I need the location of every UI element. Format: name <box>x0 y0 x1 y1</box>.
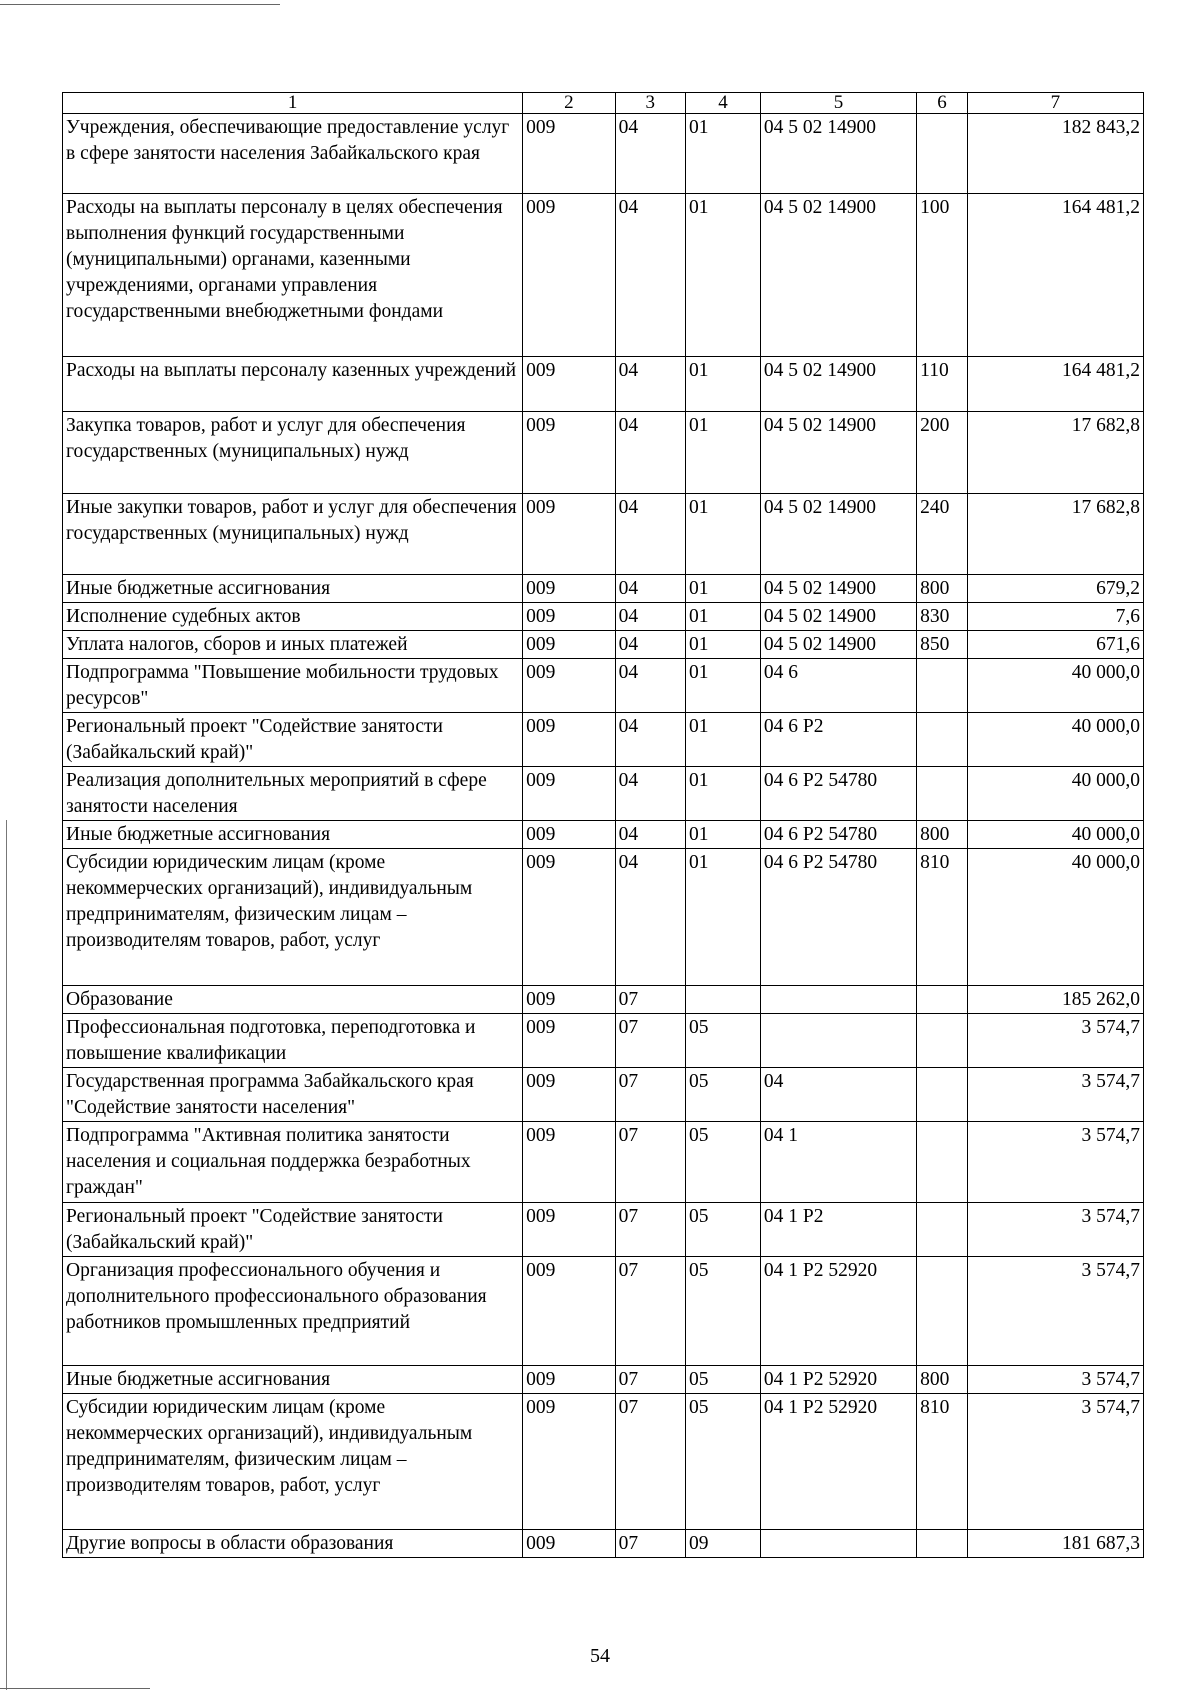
row-section: 07 <box>615 1014 685 1068</box>
row-expense-type: 810 <box>917 1394 968 1530</box>
row-admin-code: 009 <box>523 1122 615 1203</box>
row-amount: 3 574,7 <box>967 1068 1143 1122</box>
row-subsection: 09 <box>686 1530 761 1558</box>
table-row <box>63 1014 1144 1068</box>
row-name: Подпрограмма "Активная политика занятости населения и социальная поддержка безработных граждан" <box>63 1122 523 1203</box>
row-expense-type <box>917 1203 968 1257</box>
table-row <box>63 1203 1144 1257</box>
table-row <box>63 412 1144 494</box>
row-section: 04 <box>615 659 685 713</box>
row-amount: 182 843,2 <box>967 114 1143 194</box>
row-expense-type: 200 <box>917 412 968 494</box>
table-row <box>63 1122 1144 1203</box>
row-subsection: 05 <box>686 1068 761 1122</box>
page-number: 54 <box>590 1645 610 1667</box>
row-section: 07 <box>615 1122 685 1203</box>
row-subsection: 01 <box>686 494 761 575</box>
row-amount: 679,2 <box>967 575 1143 603</box>
row-subsection: 05 <box>686 1366 761 1394</box>
row-admin-code: 009 <box>523 603 615 631</box>
row-target-item: 04 1 P2 52920 <box>760 1366 916 1394</box>
row-subsection: 01 <box>686 357 761 412</box>
row-target-item: 04 5 02 14900 <box>760 575 916 603</box>
row-expense-type <box>917 986 968 1014</box>
row-subsection: 01 <box>686 114 761 194</box>
row-subsection: 01 <box>686 194 761 357</box>
row-amount: 671,6 <box>967 631 1143 659</box>
row-subsection: 05 <box>686 1394 761 1530</box>
row-expense-type <box>917 1530 968 1558</box>
row-section: 07 <box>615 1394 685 1530</box>
row-admin-code: 009 <box>523 1366 615 1394</box>
row-subsection: 05 <box>686 1122 761 1203</box>
row-amount: 3 574,7 <box>967 1394 1143 1530</box>
row-target-item: 04 6 P2 54780 <box>760 821 916 849</box>
row-name: Иные бюджетные ассигнования <box>63 1366 523 1394</box>
row-expense-type: 800 <box>917 821 968 849</box>
header-cell-3: 3 <box>615 93 685 114</box>
row-expense-type: 240 <box>917 494 968 575</box>
row-name: Реализация дополнительных мероприятий в сфере занятости населения <box>63 767 523 821</box>
header-row <box>63 93 1144 114</box>
row-target-item: 04 5 02 14900 <box>760 494 916 575</box>
row-admin-code: 009 <box>523 114 615 194</box>
row-section: 07 <box>615 1530 685 1558</box>
row-admin-code: 009 <box>523 986 615 1014</box>
row-target-item: 04 5 02 14900 <box>760 603 916 631</box>
row-subsection <box>686 986 761 1014</box>
table-row <box>63 631 1144 659</box>
row-amount: 40 000,0 <box>967 821 1143 849</box>
table-row <box>63 575 1144 603</box>
row-subsection: 05 <box>686 1014 761 1068</box>
row-amount: 3 574,7 <box>967 1366 1143 1394</box>
row-expense-type <box>917 713 968 767</box>
row-target-item: 04 1 P2 52920 <box>760 1394 916 1530</box>
table-row <box>63 114 1144 194</box>
row-target-item <box>760 1014 916 1068</box>
table-row <box>63 986 1144 1014</box>
row-amount: 3 574,7 <box>967 1014 1143 1068</box>
row-admin-code: 009 <box>523 631 615 659</box>
table-row <box>63 1366 1144 1394</box>
row-target-item: 04 1 P2 52920 <box>760 1257 916 1366</box>
row-section: 07 <box>615 1257 685 1366</box>
row-name: Иные закупки товаров, работ и услуг для обеспечения государственных (муниципальных) нужд <box>63 494 523 575</box>
row-section: 04 <box>615 603 685 631</box>
row-expense-type: 830 <box>917 603 968 631</box>
row-section: 04 <box>615 357 685 412</box>
row-expense-type: 800 <box>917 575 968 603</box>
row-amount: 40 000,0 <box>967 767 1143 821</box>
row-name: Закупка товаров, работ и услуг для обеспечения государственных (муниципальных) нужд <box>63 412 523 494</box>
row-name: Иные бюджетные ассигнования <box>63 575 523 603</box>
row-expense-type <box>917 659 968 713</box>
row-subsection: 01 <box>686 849 761 986</box>
row-expense-type <box>917 1014 968 1068</box>
table-row <box>63 194 1144 357</box>
row-target-item: 04 5 02 14900 <box>760 631 916 659</box>
row-amount: 181 687,3 <box>967 1530 1143 1558</box>
row-amount: 17 682,8 <box>967 494 1143 575</box>
row-expense-type: 100 <box>917 194 968 357</box>
row-admin-code: 009 <box>523 1014 615 1068</box>
header-cell-5: 5 <box>760 93 916 114</box>
table-row <box>63 1394 1144 1530</box>
row-name: Профессиональная подготовка, переподготовка и повышение квалификации <box>63 1014 523 1068</box>
budget-table <box>62 92 1144 1558</box>
row-target-item <box>760 986 916 1014</box>
row-amount: 185 262,0 <box>967 986 1143 1014</box>
row-name: Региональный проект "Содействие занятости (Забайкальский край)" <box>63 713 523 767</box>
row-target-item: 04 5 02 14900 <box>760 114 916 194</box>
row-expense-type: 800 <box>917 1366 968 1394</box>
row-target-item: 04 5 02 14900 <box>760 412 916 494</box>
row-section: 04 <box>615 821 685 849</box>
row-target-item: 04 6 <box>760 659 916 713</box>
row-expense-type <box>917 767 968 821</box>
row-admin-code: 009 <box>523 849 615 986</box>
row-admin-code: 009 <box>523 1068 615 1122</box>
row-subsection: 01 <box>686 767 761 821</box>
header-cell-6: 6 <box>917 93 968 114</box>
header-cell-4: 4 <box>686 93 761 114</box>
row-expense-type <box>917 1257 968 1366</box>
row-amount: 3 574,7 <box>967 1203 1143 1257</box>
row-section: 04 <box>615 412 685 494</box>
row-expense-type <box>917 114 968 194</box>
row-section: 07 <box>615 1068 685 1122</box>
row-admin-code: 009 <box>523 659 615 713</box>
row-admin-code: 009 <box>523 713 615 767</box>
row-section: 04 <box>615 494 685 575</box>
row-target-item: 04 1 <box>760 1122 916 1203</box>
row-subsection: 01 <box>686 575 761 603</box>
row-name: Учреждения, обеспечивающие предоставление услуг в сфере занятости населения Забайкальского края <box>63 114 523 194</box>
header-cell-1: 1 <box>63 93 523 114</box>
scan-edge-left <box>6 820 7 1690</box>
scan-edge-bottom <box>0 1688 150 1689</box>
row-name: Организация профессионального обучения и дополнительного профессионального образования работников промышленных предприятий <box>63 1257 523 1366</box>
row-section: 07 <box>615 1366 685 1394</box>
row-amount: 3 574,7 <box>967 1122 1143 1203</box>
row-target-item: 04 6 P2 <box>760 713 916 767</box>
row-section: 04 <box>615 194 685 357</box>
row-name: Государственная программа Забайкальского края "Содействие занятости населения" <box>63 1068 523 1122</box>
row-subsection: 01 <box>686 821 761 849</box>
row-admin-code: 009 <box>523 1257 615 1366</box>
row-expense-type: 810 <box>917 849 968 986</box>
table-row <box>63 821 1144 849</box>
table-row <box>63 849 1144 986</box>
row-target-item: 04 <box>760 1068 916 1122</box>
table-row <box>63 1068 1144 1122</box>
row-subsection: 05 <box>686 1257 761 1366</box>
row-expense-type <box>917 1068 968 1122</box>
table-row <box>63 659 1144 713</box>
row-name: Субсидии юридическим лицам (кроме некоммерческих организаций), индивидуальным предпринимателям, физическим лицам – производителям товаров, работ, услуг <box>63 1394 523 1530</box>
header-cell-7: 7 <box>967 93 1143 114</box>
row-subsection: 01 <box>686 659 761 713</box>
row-name: Расходы на выплаты персоналу казенных учреждений <box>63 357 523 412</box>
row-section: 04 <box>615 767 685 821</box>
row-expense-type: 850 <box>917 631 968 659</box>
table-row <box>63 494 1144 575</box>
row-amount: 3 574,7 <box>967 1257 1143 1366</box>
row-section: 04 <box>615 713 685 767</box>
table-row <box>63 767 1144 821</box>
row-name: Уплата налогов, сборов и иных платежей <box>63 631 523 659</box>
row-admin-code: 009 <box>523 821 615 849</box>
header-cell-2: 2 <box>523 93 615 114</box>
row-section: 04 <box>615 849 685 986</box>
row-section: 07 <box>615 986 685 1014</box>
row-amount: 40 000,0 <box>967 849 1143 986</box>
row-target-item <box>760 1530 916 1558</box>
row-admin-code: 009 <box>523 494 615 575</box>
row-admin-code: 009 <box>523 357 615 412</box>
row-admin-code: 009 <box>523 1394 615 1530</box>
row-name: Расходы на выплаты персоналу в целях обеспечения выполнения функций государственными (муниципальными) органами, казенными учреждениями, органами управления государственными внебюджетными фондами <box>63 194 523 357</box>
table-row <box>63 603 1144 631</box>
row-admin-code: 009 <box>523 575 615 603</box>
row-admin-code: 009 <box>523 412 615 494</box>
row-subsection: 01 <box>686 631 761 659</box>
scan-edge-top <box>0 4 280 5</box>
row-section: 04 <box>615 631 685 659</box>
row-name: Образование <box>63 986 523 1014</box>
row-target-item: 04 5 02 14900 <box>760 357 916 412</box>
row-name: Региональный проект "Содействие занятости (Забайкальский край)" <box>63 1203 523 1257</box>
row-subsection: 01 <box>686 603 761 631</box>
row-name: Подпрограмма "Повышение мобильности трудовых ресурсов" <box>63 659 523 713</box>
row-subsection: 01 <box>686 713 761 767</box>
row-target-item: 04 6 P2 54780 <box>760 767 916 821</box>
row-section: 04 <box>615 575 685 603</box>
row-amount: 164 481,2 <box>967 357 1143 412</box>
row-target-item: 04 5 02 14900 <box>760 194 916 357</box>
row-amount: 40 000,0 <box>967 713 1143 767</box>
table-row <box>63 1257 1144 1366</box>
row-target-item: 04 1 P2 <box>760 1203 916 1257</box>
row-name: Другие вопросы в области образования <box>63 1530 523 1558</box>
table-row <box>63 713 1144 767</box>
table-row <box>63 1530 1144 1558</box>
table-row <box>63 357 1144 412</box>
row-expense-type <box>917 1122 968 1203</box>
row-target-item: 04 6 P2 54780 <box>760 849 916 986</box>
row-section: 04 <box>615 114 685 194</box>
row-subsection: 01 <box>686 412 761 494</box>
row-name: Субсидии юридическим лицам (кроме некоммерческих организаций), индивидуальным предпринимателям, физическим лицам – производителям товаров, работ, услуг <box>63 849 523 986</box>
row-admin-code: 009 <box>523 194 615 357</box>
row-subsection: 05 <box>686 1203 761 1257</box>
row-admin-code: 009 <box>523 1530 615 1558</box>
row-name: Исполнение судебных актов <box>63 603 523 631</box>
row-admin-code: 009 <box>523 767 615 821</box>
row-admin-code: 009 <box>523 1203 615 1257</box>
row-amount: 40 000,0 <box>967 659 1143 713</box>
row-amount: 17 682,8 <box>967 412 1143 494</box>
row-amount: 7,6 <box>967 603 1143 631</box>
row-name: Иные бюджетные ассигнования <box>63 821 523 849</box>
row-expense-type: 110 <box>917 357 968 412</box>
row-section: 07 <box>615 1203 685 1257</box>
row-amount: 164 481,2 <box>967 194 1143 357</box>
